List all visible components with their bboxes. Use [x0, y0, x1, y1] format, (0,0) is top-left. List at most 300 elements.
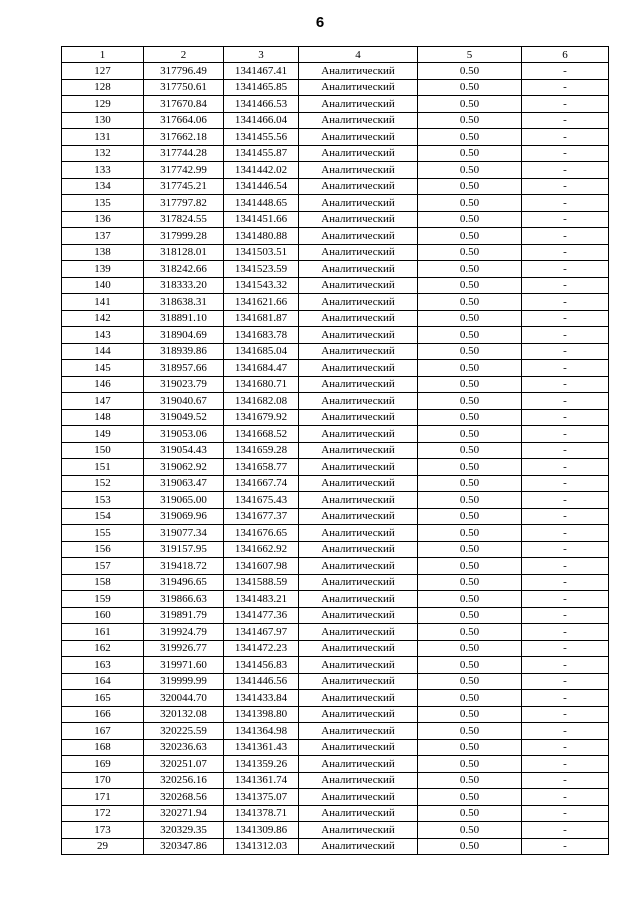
- x-coordinate-cell: 319496.65: [144, 574, 224, 591]
- point-number-cell: 29: [62, 838, 144, 855]
- point-number-cell: 161: [62, 624, 144, 641]
- point-number-cell: 167: [62, 723, 144, 740]
- accuracy-cell: 0.50: [418, 739, 522, 756]
- y-coordinate-cell: 1341662.92: [224, 541, 299, 558]
- table-row: [62, 624, 609, 641]
- point-number-cell: 132: [62, 145, 144, 162]
- accuracy-cell: 0.50: [418, 343, 522, 360]
- accuracy-cell: 0.50: [418, 393, 522, 410]
- table-row: [62, 525, 609, 542]
- note-cell: -: [522, 211, 609, 228]
- point-number-cell: 129: [62, 96, 144, 113]
- y-coordinate-cell: 1341675.43: [224, 492, 299, 509]
- method-cell: Аналитический: [299, 558, 418, 575]
- table-row: [62, 63, 609, 80]
- accuracy-cell: 0.50: [418, 690, 522, 707]
- x-coordinate-cell: 319065.00: [144, 492, 224, 509]
- x-coordinate-cell: 317670.84: [144, 96, 224, 113]
- x-coordinate-cell: 317796.49: [144, 63, 224, 80]
- table-row: [62, 508, 609, 525]
- method-cell: Аналитический: [299, 426, 418, 443]
- x-coordinate-cell: 319418.72: [144, 558, 224, 575]
- point-number-cell: 141: [62, 294, 144, 311]
- table-row: [62, 657, 609, 674]
- x-coordinate-cell: 318939.86: [144, 343, 224, 360]
- page-number: 6: [315, 14, 325, 31]
- accuracy-cell: 0.50: [418, 96, 522, 113]
- accuracy-cell: 0.50: [418, 442, 522, 459]
- x-coordinate-cell: 319077.34: [144, 525, 224, 542]
- point-number-cell: 159: [62, 591, 144, 608]
- note-cell: -: [522, 195, 609, 212]
- y-coordinate-cell: 1341451.66: [224, 211, 299, 228]
- y-coordinate-cell: 1341682.08: [224, 393, 299, 410]
- method-cell: Аналитический: [299, 96, 418, 113]
- point-number-cell: 157: [62, 558, 144, 575]
- point-number-cell: 127: [62, 63, 144, 80]
- method-cell: Аналитический: [299, 772, 418, 789]
- y-coordinate-cell: 1341588.59: [224, 574, 299, 591]
- note-cell: -: [522, 492, 609, 509]
- table-row: [62, 112, 609, 129]
- table-row: [62, 162, 609, 179]
- x-coordinate-cell: 319157.95: [144, 541, 224, 558]
- y-coordinate-cell: 1341543.32: [224, 277, 299, 294]
- column-header-2: 2: [144, 47, 224, 63]
- note-cell: -: [522, 63, 609, 80]
- point-number-cell: 163: [62, 657, 144, 674]
- table-row: [62, 277, 609, 294]
- x-coordinate-cell: 319999.99: [144, 673, 224, 690]
- x-coordinate-cell: 319926.77: [144, 640, 224, 657]
- x-coordinate-cell: 317662.18: [144, 129, 224, 146]
- table-row: [62, 558, 609, 575]
- note-cell: -: [522, 327, 609, 344]
- x-coordinate-cell: 320256.16: [144, 772, 224, 789]
- x-coordinate-cell: 317744.28: [144, 145, 224, 162]
- method-cell: Аналитический: [299, 822, 418, 839]
- point-number-cell: 138: [62, 244, 144, 261]
- note-cell: -: [522, 508, 609, 525]
- note-cell: -: [522, 657, 609, 674]
- accuracy-cell: 0.50: [418, 360, 522, 377]
- method-cell: Аналитический: [299, 211, 418, 228]
- y-coordinate-cell: 1341378.71: [224, 805, 299, 822]
- method-cell: Аналитический: [299, 789, 418, 806]
- accuracy-cell: 0.50: [418, 228, 522, 245]
- y-coordinate-cell: 1341677.37: [224, 508, 299, 525]
- point-number-cell: 160: [62, 607, 144, 624]
- note-cell: -: [522, 393, 609, 410]
- table-row: [62, 360, 609, 377]
- method-cell: Аналитический: [299, 475, 418, 492]
- accuracy-cell: 0.50: [418, 756, 522, 773]
- x-coordinate-cell: 317999.28: [144, 228, 224, 245]
- x-coordinate-cell: 318638.31: [144, 294, 224, 311]
- point-number-cell: 158: [62, 574, 144, 591]
- table-row: [62, 706, 609, 723]
- point-number-cell: 128: [62, 79, 144, 96]
- y-coordinate-cell: 1341455.56: [224, 129, 299, 146]
- note-cell: -: [522, 739, 609, 756]
- method-cell: Аналитический: [299, 591, 418, 608]
- y-coordinate-cell: 1341455.87: [224, 145, 299, 162]
- note-cell: -: [522, 178, 609, 195]
- x-coordinate-cell: 320271.94: [144, 805, 224, 822]
- accuracy-cell: 0.50: [418, 723, 522, 740]
- x-coordinate-cell: 317745.21: [144, 178, 224, 195]
- point-number-cell: 131: [62, 129, 144, 146]
- point-number-cell: 173: [62, 822, 144, 839]
- point-number-cell: 140: [62, 277, 144, 294]
- table-row: [62, 244, 609, 261]
- column-header-5: 5: [418, 47, 522, 63]
- accuracy-cell: 0.50: [418, 327, 522, 344]
- method-cell: Аналитический: [299, 228, 418, 245]
- table-row: [62, 294, 609, 311]
- x-coordinate-cell: 317750.61: [144, 79, 224, 96]
- table-row: [62, 195, 609, 212]
- x-coordinate-cell: 319062.92: [144, 459, 224, 476]
- point-number-cell: 152: [62, 475, 144, 492]
- table-row: [62, 574, 609, 591]
- column-header-3: 3: [224, 47, 299, 63]
- note-cell: -: [522, 640, 609, 657]
- accuracy-cell: 0.50: [418, 244, 522, 261]
- table-row: [62, 541, 609, 558]
- x-coordinate-cell: 320225.59: [144, 723, 224, 740]
- y-coordinate-cell: 1341685.04: [224, 343, 299, 360]
- note-cell: -: [522, 772, 609, 789]
- y-coordinate-cell: 1341433.84: [224, 690, 299, 707]
- point-number-cell: 144: [62, 343, 144, 360]
- accuracy-cell: 0.50: [418, 310, 522, 327]
- note-cell: -: [522, 475, 609, 492]
- x-coordinate-cell: 319054.43: [144, 442, 224, 459]
- method-cell: Аналитический: [299, 63, 418, 80]
- coordinates-table: [61, 46, 609, 855]
- method-cell: Аналитический: [299, 376, 418, 393]
- table-row: [62, 690, 609, 707]
- x-coordinate-cell: 319053.06: [144, 426, 224, 443]
- x-coordinate-cell: 320132.08: [144, 706, 224, 723]
- note-cell: -: [522, 360, 609, 377]
- table-row: [62, 673, 609, 690]
- y-coordinate-cell: 1341361.74: [224, 772, 299, 789]
- table-row: [62, 228, 609, 245]
- point-number-cell: 139: [62, 261, 144, 278]
- accuracy-cell: 0.50: [418, 673, 522, 690]
- table-row: [62, 475, 609, 492]
- accuracy-cell: 0.50: [418, 79, 522, 96]
- x-coordinate-cell: 320044.70: [144, 690, 224, 707]
- accuracy-cell: 0.50: [418, 409, 522, 426]
- point-number-cell: 151: [62, 459, 144, 476]
- point-number-cell: 148: [62, 409, 144, 426]
- note-cell: -: [522, 162, 609, 179]
- x-coordinate-cell: 320268.56: [144, 789, 224, 806]
- y-coordinate-cell: 1341680.71: [224, 376, 299, 393]
- accuracy-cell: 0.50: [418, 805, 522, 822]
- method-cell: Аналитический: [299, 162, 418, 179]
- column-header-4: 4: [299, 47, 418, 63]
- table-row: [62, 459, 609, 476]
- point-number-cell: 137: [62, 228, 144, 245]
- x-coordinate-cell: 319069.96: [144, 508, 224, 525]
- method-cell: Аналитический: [299, 756, 418, 773]
- x-coordinate-cell: 319866.63: [144, 591, 224, 608]
- accuracy-cell: 0.50: [418, 822, 522, 839]
- x-coordinate-cell: 319891.79: [144, 607, 224, 624]
- y-coordinate-cell: 1341681.87: [224, 310, 299, 327]
- accuracy-cell: 0.50: [418, 706, 522, 723]
- table-row: [62, 591, 609, 608]
- note-cell: -: [522, 442, 609, 459]
- table-row: [62, 772, 609, 789]
- accuracy-cell: 0.50: [418, 591, 522, 608]
- point-number-cell: 145: [62, 360, 144, 377]
- accuracy-cell: 0.50: [418, 294, 522, 311]
- method-cell: Аналитический: [299, 393, 418, 410]
- point-number-cell: 172: [62, 805, 144, 822]
- accuracy-cell: 0.50: [418, 624, 522, 641]
- point-number-cell: 155: [62, 525, 144, 542]
- note-cell: -: [522, 96, 609, 113]
- method-cell: Аналитический: [299, 442, 418, 459]
- y-coordinate-cell: 1341621.66: [224, 294, 299, 311]
- point-number-cell: 168: [62, 739, 144, 756]
- y-coordinate-cell: 1341398.80: [224, 706, 299, 723]
- note-cell: -: [522, 673, 609, 690]
- y-coordinate-cell: 1341523.59: [224, 261, 299, 278]
- point-number-cell: 154: [62, 508, 144, 525]
- x-coordinate-cell: 318128.01: [144, 244, 224, 261]
- x-coordinate-cell: 319924.79: [144, 624, 224, 641]
- point-number-cell: 170: [62, 772, 144, 789]
- note-cell: -: [522, 558, 609, 575]
- method-cell: Аналитический: [299, 112, 418, 129]
- accuracy-cell: 0.50: [418, 838, 522, 855]
- table-row: [62, 343, 609, 360]
- method-cell: Аналитический: [299, 805, 418, 822]
- x-coordinate-cell: 318333.20: [144, 277, 224, 294]
- y-coordinate-cell: 1341683.78: [224, 327, 299, 344]
- accuracy-cell: 0.50: [418, 277, 522, 294]
- y-coordinate-cell: 1341309.86: [224, 822, 299, 839]
- note-cell: -: [522, 376, 609, 393]
- y-coordinate-cell: 1341472.23: [224, 640, 299, 657]
- y-coordinate-cell: 1341465.85: [224, 79, 299, 96]
- note-cell: -: [522, 525, 609, 542]
- point-number-cell: 164: [62, 673, 144, 690]
- note-cell: -: [522, 294, 609, 311]
- method-cell: Аналитический: [299, 739, 418, 756]
- y-coordinate-cell: 1341467.97: [224, 624, 299, 641]
- column-header-6: 6: [522, 47, 609, 63]
- y-coordinate-cell: 1341480.88: [224, 228, 299, 245]
- table-row: [62, 261, 609, 278]
- y-coordinate-cell: 1341668.52: [224, 426, 299, 443]
- y-coordinate-cell: 1341684.47: [224, 360, 299, 377]
- method-cell: Аналитический: [299, 574, 418, 591]
- table-row: [62, 426, 609, 443]
- method-cell: Аналитический: [299, 459, 418, 476]
- point-number-cell: 133: [62, 162, 144, 179]
- method-cell: Аналитический: [299, 79, 418, 96]
- y-coordinate-cell: 1341477.36: [224, 607, 299, 624]
- note-cell: -: [522, 690, 609, 707]
- note-cell: -: [522, 343, 609, 360]
- note-cell: -: [522, 112, 609, 129]
- table-row: [62, 805, 609, 822]
- table-row: [62, 789, 609, 806]
- accuracy-cell: 0.50: [418, 145, 522, 162]
- method-cell: Аналитический: [299, 145, 418, 162]
- y-coordinate-cell: 1341446.56: [224, 673, 299, 690]
- x-coordinate-cell: 317797.82: [144, 195, 224, 212]
- y-coordinate-cell: 1341442.02: [224, 162, 299, 179]
- note-cell: -: [522, 277, 609, 294]
- table-row: [62, 79, 609, 96]
- accuracy-cell: 0.50: [418, 195, 522, 212]
- point-number-cell: 149: [62, 426, 144, 443]
- y-coordinate-cell: 1341483.21: [224, 591, 299, 608]
- accuracy-cell: 0.50: [418, 789, 522, 806]
- note-cell: -: [522, 244, 609, 261]
- table-row: [62, 393, 609, 410]
- accuracy-cell: 0.50: [418, 63, 522, 80]
- y-coordinate-cell: 1341364.98: [224, 723, 299, 740]
- method-cell: Аналитический: [299, 129, 418, 146]
- y-coordinate-cell: 1341456.83: [224, 657, 299, 674]
- method-cell: Аналитический: [299, 178, 418, 195]
- note-cell: -: [522, 805, 609, 822]
- point-number-cell: 150: [62, 442, 144, 459]
- x-coordinate-cell: 320347.86: [144, 838, 224, 855]
- method-cell: Аналитический: [299, 195, 418, 212]
- x-coordinate-cell: 319023.79: [144, 376, 224, 393]
- accuracy-cell: 0.50: [418, 640, 522, 657]
- accuracy-cell: 0.50: [418, 508, 522, 525]
- accuracy-cell: 0.50: [418, 574, 522, 591]
- accuracy-cell: 0.50: [418, 261, 522, 278]
- table-row: [62, 310, 609, 327]
- point-number-cell: 171: [62, 789, 144, 806]
- note-cell: -: [522, 228, 609, 245]
- y-coordinate-cell: 1341375.07: [224, 789, 299, 806]
- point-number-cell: 143: [62, 327, 144, 344]
- table-row: [62, 822, 609, 839]
- method-cell: Аналитический: [299, 838, 418, 855]
- table-row: [62, 409, 609, 426]
- point-number-cell: 147: [62, 393, 144, 410]
- x-coordinate-cell: 320329.35: [144, 822, 224, 839]
- note-cell: -: [522, 789, 609, 806]
- accuracy-cell: 0.50: [418, 541, 522, 558]
- table-row: [62, 492, 609, 509]
- note-cell: -: [522, 541, 609, 558]
- note-cell: -: [522, 574, 609, 591]
- method-cell: Аналитический: [299, 690, 418, 707]
- x-coordinate-cell: 319063.47: [144, 475, 224, 492]
- note-cell: -: [522, 624, 609, 641]
- note-cell: -: [522, 261, 609, 278]
- method-cell: Аналитический: [299, 541, 418, 558]
- table-row: [62, 442, 609, 459]
- point-number-cell: 146: [62, 376, 144, 393]
- x-coordinate-cell: 320251.07: [144, 756, 224, 773]
- y-coordinate-cell: 1341503.51: [224, 244, 299, 261]
- x-coordinate-cell: 319040.67: [144, 393, 224, 410]
- method-cell: Аналитический: [299, 508, 418, 525]
- point-number-cell: 153: [62, 492, 144, 509]
- x-coordinate-cell: 319049.52: [144, 409, 224, 426]
- y-coordinate-cell: 1341607.98: [224, 558, 299, 575]
- note-cell: -: [522, 591, 609, 608]
- point-number-cell: 165: [62, 690, 144, 707]
- y-coordinate-cell: 1341448.65: [224, 195, 299, 212]
- method-cell: Аналитический: [299, 327, 418, 344]
- y-coordinate-cell: 1341467.41: [224, 63, 299, 80]
- method-cell: Аналитический: [299, 673, 418, 690]
- table-row: [62, 739, 609, 756]
- accuracy-cell: 0.50: [418, 657, 522, 674]
- x-coordinate-cell: 318891.10: [144, 310, 224, 327]
- column-header-1: 1: [62, 47, 144, 63]
- note-cell: -: [522, 310, 609, 327]
- method-cell: Аналитический: [299, 492, 418, 509]
- note-cell: -: [522, 459, 609, 476]
- table-row: [62, 327, 609, 344]
- note-cell: -: [522, 607, 609, 624]
- note-cell: -: [522, 756, 609, 773]
- table-row: [62, 96, 609, 113]
- note-cell: -: [522, 145, 609, 162]
- method-cell: Аналитический: [299, 360, 418, 377]
- note-cell: -: [522, 838, 609, 855]
- table-row: [62, 607, 609, 624]
- y-coordinate-cell: 1341466.53: [224, 96, 299, 113]
- note-cell: -: [522, 426, 609, 443]
- method-cell: Аналитический: [299, 607, 418, 624]
- y-coordinate-cell: 1341658.77: [224, 459, 299, 476]
- accuracy-cell: 0.50: [418, 129, 522, 146]
- method-cell: Аналитический: [299, 261, 418, 278]
- point-number-cell: 169: [62, 756, 144, 773]
- y-coordinate-cell: 1341312.03: [224, 838, 299, 855]
- x-coordinate-cell: 317664.06: [144, 112, 224, 129]
- y-coordinate-cell: 1341361.43: [224, 739, 299, 756]
- table-body: [62, 63, 609, 855]
- x-coordinate-cell: 318904.69: [144, 327, 224, 344]
- table-header: [62, 47, 609, 63]
- point-number-cell: 134: [62, 178, 144, 195]
- accuracy-cell: 0.50: [418, 459, 522, 476]
- note-cell: -: [522, 409, 609, 426]
- y-coordinate-cell: 1341679.92: [224, 409, 299, 426]
- point-number-cell: 142: [62, 310, 144, 327]
- table-row: [62, 838, 609, 855]
- table-row: [62, 178, 609, 195]
- method-cell: Аналитический: [299, 723, 418, 740]
- method-cell: Аналитический: [299, 706, 418, 723]
- method-cell: Аналитический: [299, 657, 418, 674]
- method-cell: Аналитический: [299, 409, 418, 426]
- accuracy-cell: 0.50: [418, 772, 522, 789]
- note-cell: -: [522, 723, 609, 740]
- note-cell: -: [522, 706, 609, 723]
- accuracy-cell: 0.50: [418, 178, 522, 195]
